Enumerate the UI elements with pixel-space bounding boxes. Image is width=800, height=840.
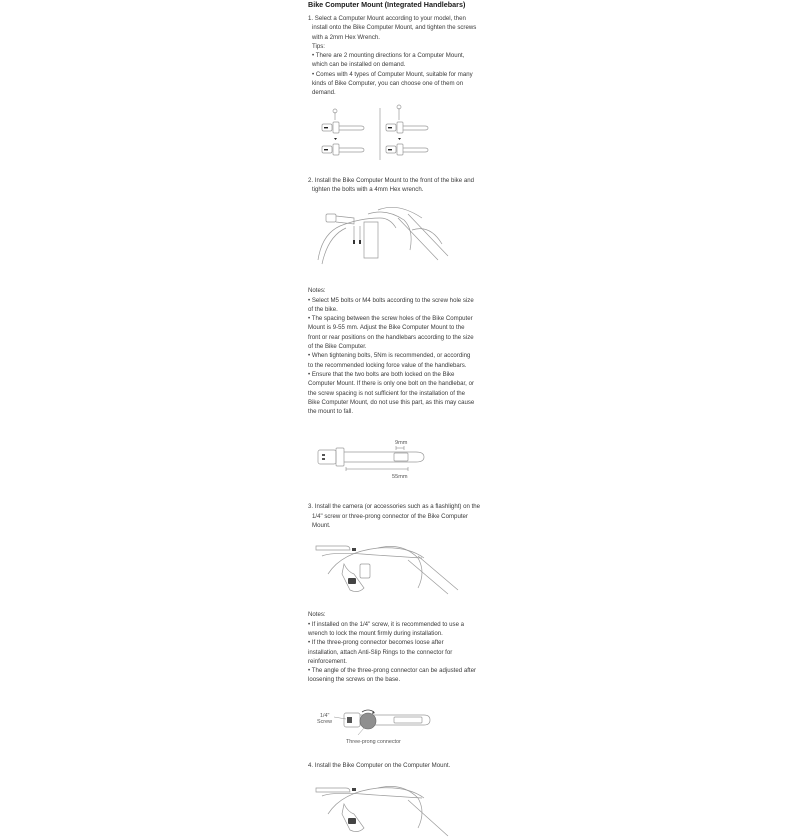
text-line: Notes: bbox=[308, 287, 326, 295]
text-line: • When tightening bolts, 5Nm is recommended, or according bbox=[308, 352, 471, 360]
text-line: wrench to lock the mount firmly during installation. bbox=[308, 629, 443, 637]
text-line: 2. Install the Bike Computer Mount to the front of the bike and bbox=[308, 176, 474, 184]
text-line: Bike Computer Mount, do not use this part, as this may cause bbox=[308, 398, 475, 406]
connector-figure bbox=[308, 701, 494, 753]
text-line: of the bike. bbox=[308, 305, 338, 313]
text-line: tighten the bolts with a 4mm Hex wrench. bbox=[312, 185, 424, 193]
text-line: 1/4" screw or three-prong connector of the Bike Computer bbox=[312, 512, 468, 520]
text-line: installation, attach Anti-Slip Rings to the connector for bbox=[308, 648, 453, 656]
text-line: of the Bike Computer. bbox=[308, 343, 367, 351]
text-line: • Select M5 bolts or M4 bolts according to the screw hole size bbox=[308, 296, 474, 304]
handlebar-install-figure bbox=[308, 200, 494, 274]
camera-install-figure bbox=[308, 534, 494, 602]
label-screw-size: 1/4" bbox=[320, 712, 330, 719]
text-line: Mount is 9-55 mm. Adjust the Bike Computer Mount to the bbox=[308, 324, 465, 332]
text-line: Computer Mount. If there is only one bolt on the handlebar, or bbox=[308, 380, 474, 388]
text-line: loosening the screws on the base. bbox=[308, 676, 401, 684]
text-line: 1. Select a Computer Mount according to your model, then bbox=[308, 15, 466, 22]
dim-label-9mm: 9mm bbox=[395, 440, 408, 447]
text-line: the mount to fall. bbox=[308, 408, 354, 416]
dim-label-55mm: 55mm bbox=[392, 474, 408, 481]
text-line: with a 2mm Hex Wrench. bbox=[312, 33, 380, 41]
manual-page bbox=[308, 0, 494, 840]
text-line: to the recommended locking force value of the handlebars. bbox=[308, 361, 467, 369]
text-line: • If the three-prong connector becomes loose after bbox=[308, 639, 444, 647]
text-line: • The angle of the three-prong connector can be adjusted after bbox=[308, 667, 477, 675]
text-line: Tips: bbox=[312, 42, 325, 50]
text-line: kinds of Bike Computer, you can choose one of them on bbox=[312, 80, 464, 88]
text-line: the screw spacing is not sufficient for the installation of the bbox=[308, 389, 466, 397]
text-line: • Comes with 4 types of Computer Mount, suitable for many bbox=[312, 70, 473, 78]
text-line: front or rear positions on the handlebars according to the size bbox=[308, 333, 474, 341]
step-2-text bbox=[308, 176, 494, 195]
notes-1-text bbox=[308, 286, 494, 416]
step-4-text bbox=[308, 761, 494, 770]
text-line: 4. Install the Bike Computer on the Computer Mount. bbox=[308, 761, 451, 769]
label-three-prong-connector: Three-prong connector bbox=[346, 738, 401, 745]
step-1-text bbox=[308, 14, 494, 98]
text-line: which can be installed on demand. bbox=[312, 61, 406, 69]
text-line: install onto the Bike Computer Mount, and tighten the screws bbox=[312, 24, 477, 32]
screw-spacing-figure bbox=[308, 434, 494, 490]
bike-computer-install-figure bbox=[308, 780, 494, 840]
notes-2-text bbox=[308, 610, 494, 684]
text-line: • If installed on the 1/4" screw, it is recommended to use a bbox=[308, 620, 465, 628]
text-line: demand. bbox=[312, 89, 336, 97]
text-line: Notes: bbox=[308, 611, 326, 619]
text-line: • The spacing between the screw holes of the Bike Computer bbox=[308, 315, 473, 323]
step-3-text bbox=[308, 502, 494, 530]
label-screw: Screw bbox=[317, 718, 332, 725]
text-line: • Ensure that the two bolts are both locked on the Bike bbox=[308, 370, 455, 378]
page-title: Bike Computer Mount (Integrated Handlebars) bbox=[308, 0, 466, 9]
text-line: • There are 2 mounting directions for a Computer Mount, bbox=[312, 52, 465, 60]
text-line: reinforcement. bbox=[308, 657, 347, 665]
computer-mount-variants-figure bbox=[308, 102, 494, 174]
text-line: 3. Install the camera (or accessories such as a flashlight) on the bbox=[308, 503, 481, 511]
text-line: Mount. bbox=[312, 522, 331, 530]
